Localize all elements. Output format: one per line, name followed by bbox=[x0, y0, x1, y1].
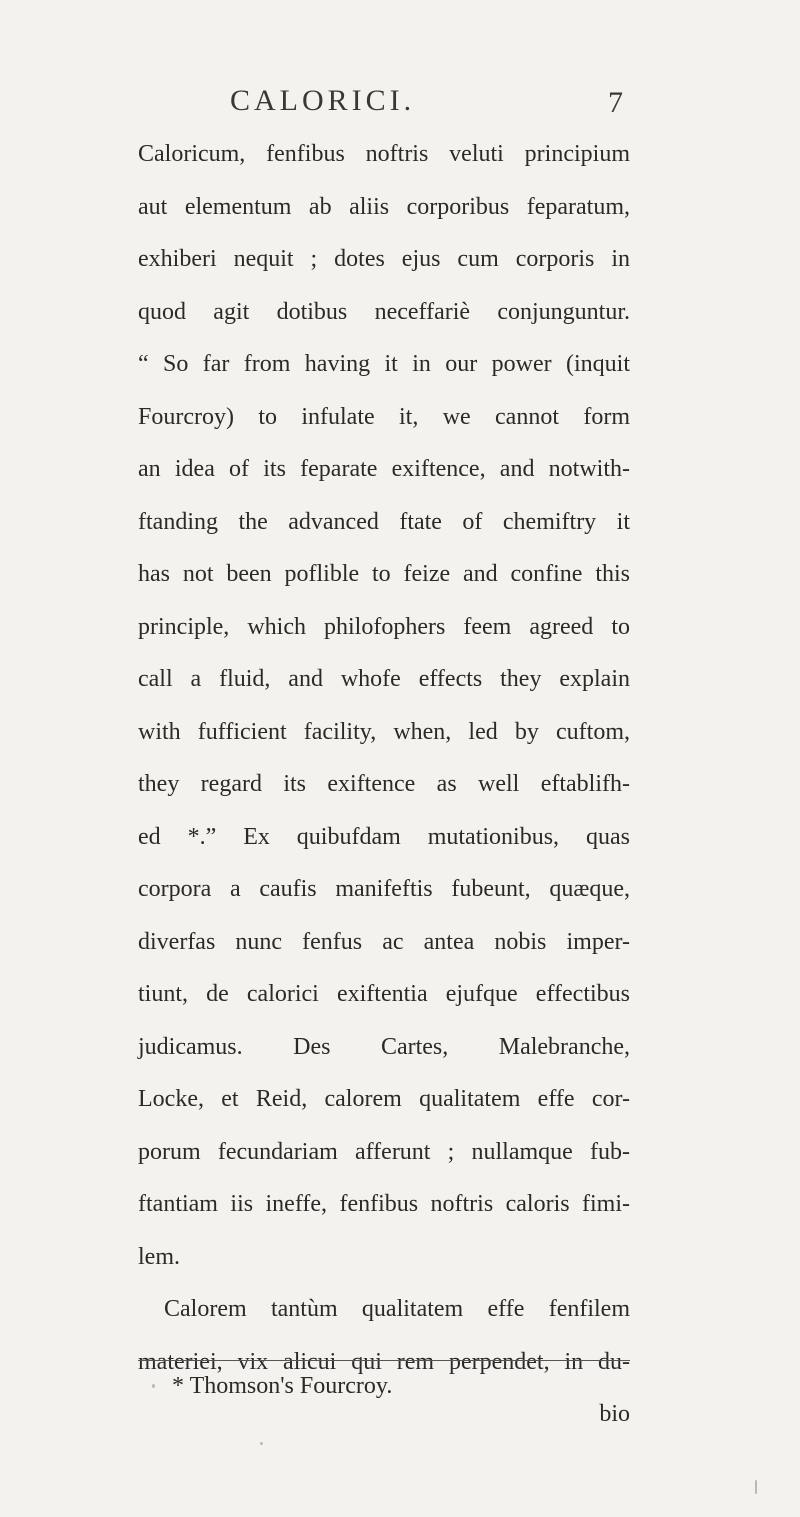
text-line: lem. bbox=[138, 1243, 180, 1270]
text-line: they regard its exiftence as well eftablifh- bbox=[138, 771, 630, 797]
text-line: corpora a caufis manifeftis fubeunt, quæque, bbox=[138, 876, 630, 902]
text-line: Locke, et Reid, calorem qualitatem effe cor- bbox=[138, 1086, 630, 1112]
text-line: ftantiam iis ineffe, fenfibus noftris caloris fimi- bbox=[138, 1191, 630, 1217]
text-line: quod agit dotibus neceffariè conjunguntur. bbox=[138, 298, 630, 325]
text-line: Fourcroy) to infulate it, we cannot form bbox=[138, 403, 630, 430]
catchword: bio bbox=[599, 1401, 630, 1427]
text-line: an idea of its feparate exiftence, and notwith- bbox=[138, 456, 630, 482]
text-line: principle, which philofophers feem agreed to bbox=[138, 613, 630, 640]
text-line: with fufficient facility, when, led by cuftom, bbox=[138, 718, 630, 745]
text-line: materiei, vix alicui qui rem perpendet, in du- bbox=[138, 1348, 630, 1375]
footnote-rule bbox=[138, 1360, 630, 1361]
text-line: ed *.” Ex quibufdam mutationibus, quas bbox=[138, 823, 630, 850]
text-line: porum fecundariam afferunt ; nullamque fub- bbox=[138, 1138, 630, 1165]
text-line: has not been poflible to feize and confine this bbox=[138, 561, 630, 587]
running-head: CALORICI. bbox=[230, 84, 416, 117]
text-line: diverfas nunc fenfus ac antea nobis imper- bbox=[138, 928, 630, 955]
text-line: “ So far from having it in our power (inquit bbox=[138, 351, 630, 377]
text-line: call a fluid, and whofe effects they explain bbox=[138, 666, 630, 692]
paper-speck bbox=[755, 1480, 757, 1494]
paper-speck bbox=[152, 1384, 155, 1388]
body-text bbox=[138, 128, 630, 1441]
text-line: aut elementum ab aliis corporibus feparatum, bbox=[138, 193, 630, 220]
text-line: ftanding the advanced ftate of chemiftry it bbox=[138, 508, 630, 535]
page-number: 7 bbox=[608, 86, 623, 119]
text-line: Caloricum, fenfibus noftris veluti principium bbox=[138, 141, 630, 167]
text-line: exhiberi nequit ; dotes ejus cum corporis in bbox=[138, 246, 630, 272]
text-line: tiunt, de calorici exiftentia ejufque effectibus bbox=[138, 981, 630, 1007]
footnote: * Thomson's Fourcroy. bbox=[172, 1373, 393, 1399]
text-line: Calorem tantùm qualitatem effe fenfilem bbox=[164, 1296, 630, 1322]
paper-speck bbox=[260, 1442, 263, 1445]
text-line: judicamus. Des Cartes, Malebranche, bbox=[138, 1033, 630, 1060]
